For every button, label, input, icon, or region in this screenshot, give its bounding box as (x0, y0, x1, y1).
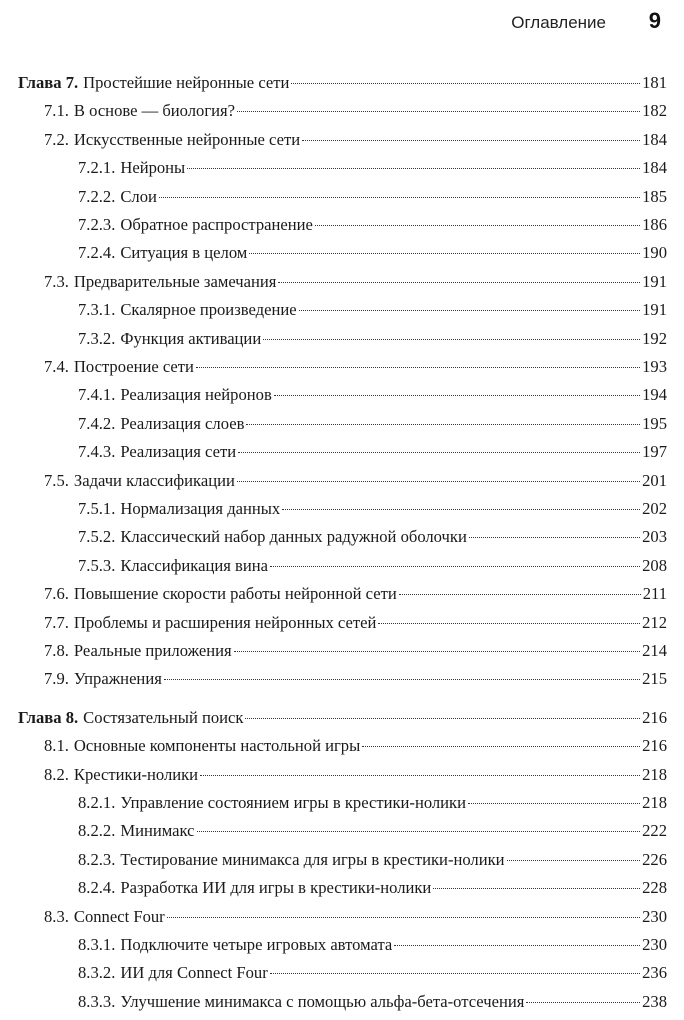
toc-section-entry[interactable] (0, 297, 684, 323)
toc-chapter-entry[interactable] (0, 70, 684, 96)
entry-title: Управление состоянием игры в крестики-нолики (120, 793, 467, 812)
section-number: 7.4.3. (78, 442, 116, 462)
toc-section-entry[interactable] (0, 904, 684, 930)
entry-page-number: 182 (642, 101, 667, 121)
toc-section-entry[interactable] (0, 155, 684, 181)
section-number: 8.3.2. (78, 963, 116, 983)
dot-leader (378, 623, 640, 624)
toc-chapter-entry[interactable] (0, 705, 684, 731)
section-number: 8.3. (44, 906, 69, 926)
entry-page-number: 236 (642, 963, 667, 983)
running-header-title: Оглавление (511, 13, 606, 32)
dot-leader (394, 945, 640, 946)
dot-leader (433, 888, 640, 889)
entry-page-number: 193 (642, 357, 667, 376)
entry-title: Нормализация данных (120, 499, 281, 518)
entry-title: Основные компоненты настольной игры (73, 736, 361, 756)
entry-title: Искусственные нейронные сети (73, 129, 301, 149)
entry-title: Предварительные замечания (73, 271, 277, 291)
toc-section-entry[interactable] (0, 610, 684, 636)
entry-page-number: 191 (642, 300, 667, 320)
section-number: 7.3.2. (78, 328, 116, 348)
entry-title: Классический набор данных радужной оболочки (120, 527, 467, 547)
section-number: 8.2. (44, 764, 69, 784)
toc-section-entry[interactable] (0, 326, 684, 352)
entry-page-number: 211 (642, 584, 667, 604)
entry-title: Крестики-нолики (73, 764, 199, 784)
section-number: 7.6. (44, 584, 69, 604)
entry-page-number: 202 (642, 499, 667, 518)
dot-leader (200, 775, 640, 776)
section-number: 7.2.2. (78, 186, 116, 206)
entry-page-number: 197 (642, 442, 667, 462)
entry-page-number: 222 (642, 821, 667, 841)
dot-leader (246, 424, 640, 425)
dot-leader (468, 803, 640, 804)
entry-title: Проблемы и расширения нейронных сетей (73, 612, 377, 632)
toc-section-entry[interactable] (0, 98, 684, 124)
toc-section-entry[interactable] (0, 439, 684, 465)
entry-page-number: 230 (642, 906, 667, 926)
toc-section-entry[interactable] (0, 553, 684, 579)
dot-leader (245, 718, 640, 719)
entry-page-number: 228 (642, 878, 667, 898)
toc-section-entry[interactable] (0, 818, 684, 844)
dot-leader (270, 566, 640, 567)
toc-section-entry[interactable] (0, 989, 684, 1015)
entry-title: Реализация слоев (120, 413, 245, 433)
toc-section-entry[interactable] (0, 184, 684, 210)
dot-leader (362, 746, 640, 747)
dot-leader (167, 917, 640, 918)
entry-title: Простейшие нейронные сети (83, 73, 290, 92)
section-number: 7.1. (44, 101, 69, 121)
entry-title: Скалярное произведение (120, 300, 297, 320)
dot-leader (270, 973, 640, 974)
section-number: 7.4.2. (78, 413, 116, 433)
entry-page-number: 218 (642, 793, 667, 812)
entry-title: Построение сети (73, 357, 194, 376)
entry-page-number: 186 (642, 215, 667, 234)
dot-leader (282, 509, 640, 510)
entry-page-number: 184 (642, 129, 667, 149)
entry-page-number: 203 (642, 527, 667, 547)
dot-leader (507, 860, 641, 861)
section-number: 7.7. (44, 612, 69, 632)
dot-leader (315, 225, 640, 226)
section-number: 7.2.4. (78, 243, 116, 263)
section-number: 7.4.1. (78, 385, 116, 405)
entry-page-number: 201 (642, 470, 667, 490)
chapter-label: Глава 8. (18, 707, 79, 727)
dot-leader (274, 395, 640, 396)
section-number: 7.5.1. (78, 499, 116, 518)
entry-title: Разработка ИИ для игры в крестики-нолики (120, 878, 432, 898)
entry-page-number: 208 (642, 555, 667, 575)
section-number: 7.2.3. (78, 215, 116, 234)
entry-page-number: 226 (642, 849, 667, 869)
section-number: 8.1. (44, 736, 69, 756)
entry-title: В основе — биология? (73, 101, 236, 121)
toc-section-entry[interactable] (0, 960, 684, 986)
section-number: 7.5.2. (78, 527, 116, 547)
section-number: 8.2.1. (78, 793, 116, 812)
dot-leader (249, 253, 640, 254)
section-number: 8.2.2. (78, 821, 116, 841)
entry-page-number: 190 (642, 243, 667, 263)
section-number: 8.3.3. (78, 991, 116, 1011)
toc-section-entry[interactable] (0, 733, 684, 759)
toc-section-entry[interactable] (0, 382, 684, 408)
entry-title: Подключите четыре игровых автомата (120, 935, 393, 954)
entry-page-number: 185 (642, 186, 667, 206)
entry-title: Улучшение минимакса с помощью альфа-бета-отсечения (120, 991, 525, 1011)
chapter-label: Глава 7. (18, 73, 79, 92)
entry-page-number: 214 (642, 641, 667, 660)
entry-title: Нейроны (120, 158, 186, 178)
dot-leader (159, 197, 640, 198)
toc-section-entry[interactable] (0, 847, 684, 873)
entry-title: Классификация вина (120, 555, 268, 575)
dot-leader (302, 140, 640, 141)
entry-title: Упражнения (73, 669, 162, 689)
dot-leader (469, 537, 640, 538)
dot-leader (187, 168, 640, 169)
dot-leader (237, 481, 640, 482)
toc-section-entry[interactable] (0, 468, 684, 494)
section-number: 8.3.1. (78, 935, 116, 954)
toc-section-entry[interactable] (0, 240, 684, 266)
toc-section-entry[interactable] (0, 790, 684, 816)
entry-title: Состязательный поиск (83, 707, 244, 727)
dot-leader (278, 282, 640, 283)
entry-page-number: 191 (642, 271, 667, 291)
section-number: 7.5. (44, 470, 69, 490)
entry-title: Реализация нейронов (120, 385, 272, 405)
entry-page-number: 181 (642, 73, 667, 92)
toc-section-entry[interactable] (0, 666, 684, 692)
page-number: 9 (648, 8, 661, 33)
section-number: 7.3.1. (78, 300, 116, 320)
dot-leader (526, 1002, 640, 1003)
toc-section-entry[interactable] (0, 762, 684, 788)
section-number: 7.5.3. (78, 555, 116, 575)
entry-page-number: 195 (642, 413, 667, 433)
section-number: 7.3. (44, 271, 69, 291)
entry-page-number: 230 (642, 935, 667, 954)
entry-title: Повышение скорости работы нейронной сети (73, 584, 397, 604)
dot-leader (234, 651, 641, 652)
entry-title: Слои (120, 186, 157, 206)
toc-section-entry[interactable] (0, 269, 684, 295)
entry-title: Задачи классификации (73, 470, 235, 490)
section-number: 7.2. (44, 129, 69, 149)
entry-page-number: 212 (642, 612, 667, 632)
entry-title: Обратное распространение (120, 215, 313, 234)
dot-leader (237, 111, 640, 112)
section-number: 7.8. (44, 641, 69, 660)
entry-title: Ситуация в целом (120, 243, 248, 263)
entry-page-number: 218 (642, 764, 667, 784)
dot-leader (196, 367, 640, 368)
toc-section-entry[interactable] (0, 496, 684, 522)
toc-section-entry[interactable] (0, 875, 684, 901)
entry-page-number: 194 (642, 385, 667, 405)
entry-title: ИИ для Connect Four (120, 963, 268, 983)
entry-page-number: 216 (642, 707, 667, 727)
entry-page-number: 216 (642, 736, 667, 756)
entry-title: Connect Four (73, 906, 165, 926)
entry-title: Реализация сети (120, 442, 237, 462)
section-number: 7.2.1. (78, 158, 116, 178)
section-number: 8.2.4. (78, 878, 116, 898)
entry-title: Тестирование минимакса для игры в крестики-нолики (120, 849, 505, 869)
entry-title: Функция активации (120, 328, 262, 348)
toc-section-entry[interactable] (0, 354, 684, 380)
entry-title: Реальные приложения (73, 641, 232, 660)
toc-section-entry[interactable] (0, 212, 684, 238)
entry-title: Минимакс (120, 821, 195, 841)
toc-section-entry[interactable] (0, 581, 684, 607)
section-number: 7.9. (44, 669, 69, 689)
dot-leader (399, 594, 641, 595)
entry-page-number: 215 (642, 669, 667, 689)
dot-leader (197, 831, 641, 832)
dot-leader (291, 83, 640, 84)
dot-leader (164, 679, 640, 680)
entry-page-number: 192 (642, 328, 667, 348)
section-number: 8.2.3. (78, 849, 116, 869)
toc-section-entry[interactable] (0, 638, 684, 664)
dot-leader (238, 452, 640, 453)
toc-section-entry[interactable] (0, 524, 684, 550)
toc-section-entry[interactable] (0, 932, 684, 958)
toc-section-entry[interactable] (0, 127, 684, 153)
section-number: 7.4. (44, 357, 69, 376)
dot-leader (299, 310, 641, 311)
entry-page-number: 238 (642, 991, 667, 1011)
running-header (0, 8, 684, 40)
toc-section-entry[interactable] (0, 411, 684, 437)
entry-page-number: 184 (642, 158, 667, 178)
dot-leader (263, 339, 640, 340)
